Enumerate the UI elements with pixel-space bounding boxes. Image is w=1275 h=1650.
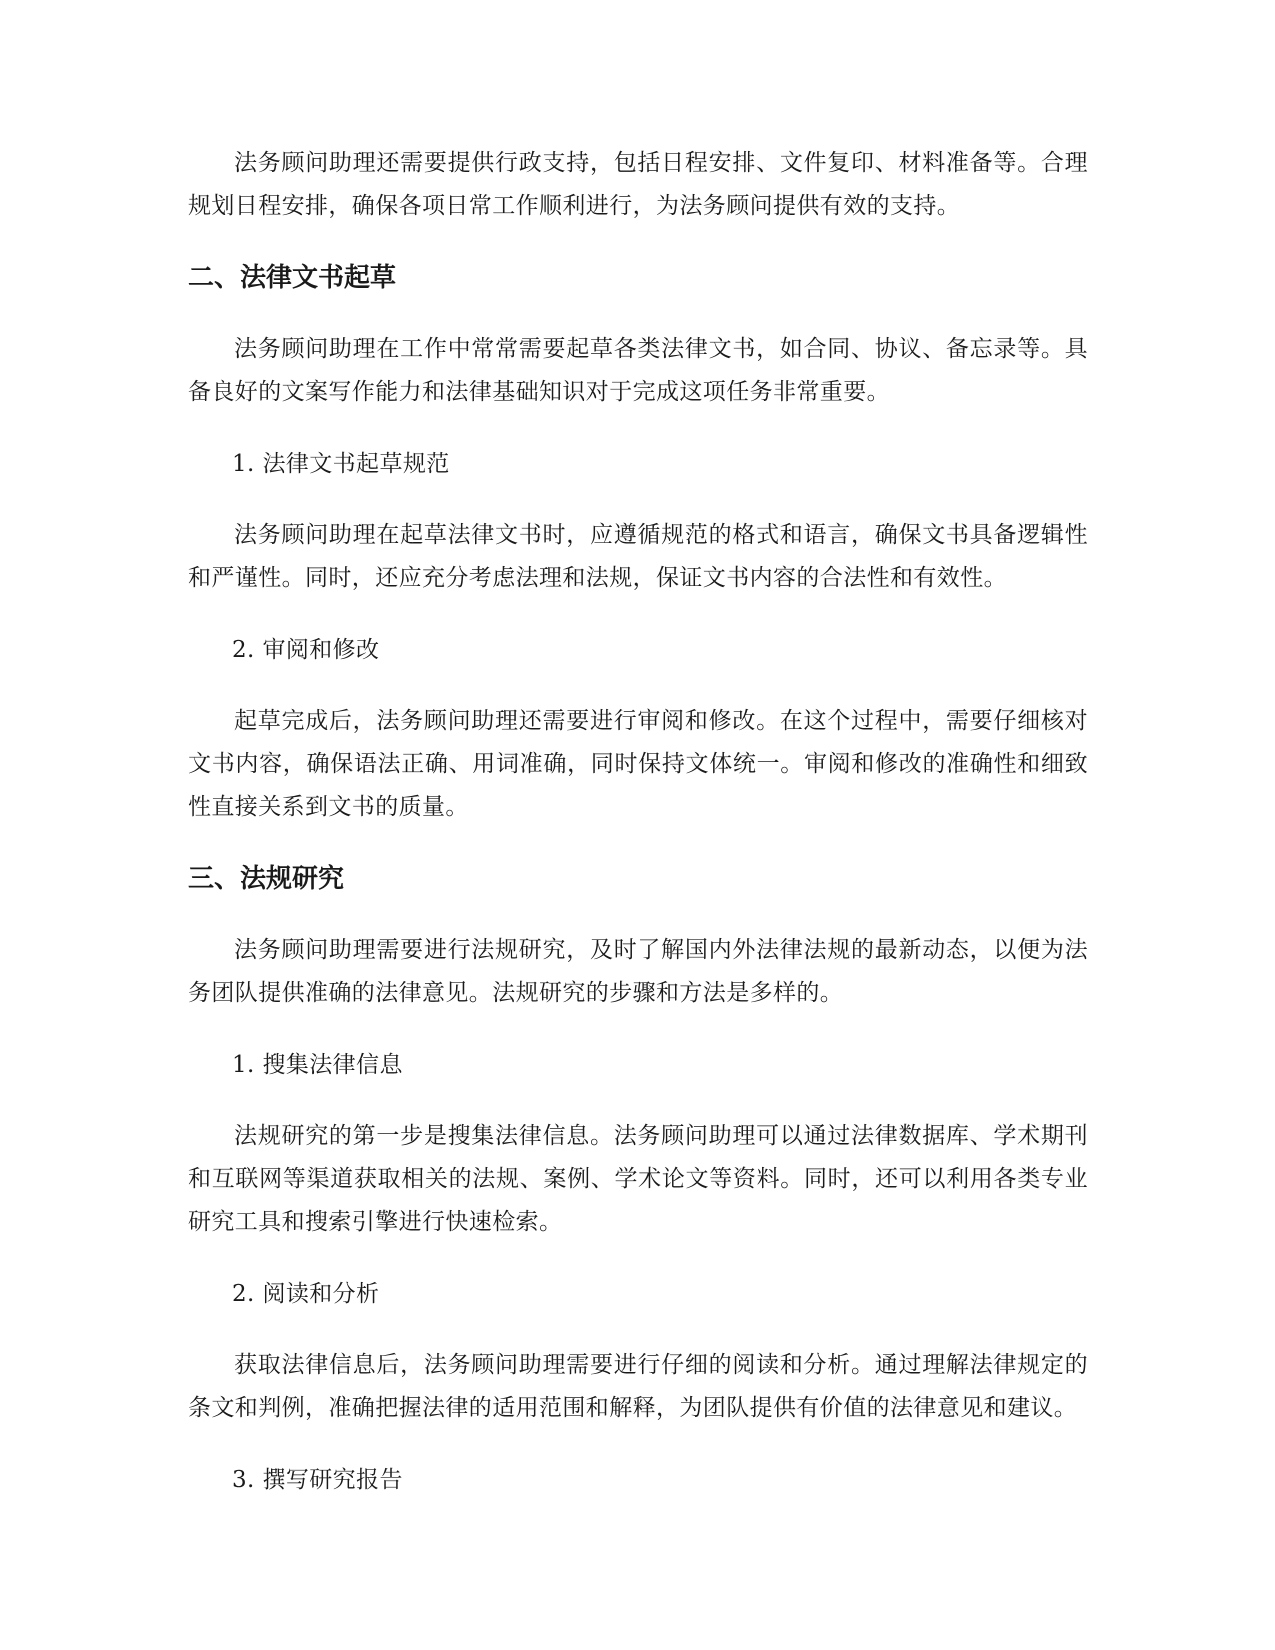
subheading-review-revise: 2. 审阅和修改: [232, 637, 380, 663]
paragraph-read-analyze: 获取法律信息后，法务顾问助理需要进行仔细的阅读和分析。通过理解法律规定的条文和判例，准确把握法律的适用范围和解释，为团队提供有价值的法律意见和建议。: [188, 1352, 1088, 1421]
subheading-write-report: 3. 撰写研究报告: [232, 1467, 403, 1493]
section-heading-drafting: 二、法律文书起草: [188, 263, 397, 293]
paragraph-admin-support: 法务顾问助理还需要提供行政支持，包括日程安排、文件复印、材料准备等。合理规划日程安排，确保各项日常工作顺利进行，为法务顾问提供有效的支持。: [188, 150, 1088, 219]
subheading-collect-info: 1. 搜集法律信息: [232, 1052, 403, 1078]
paragraph-research-intro: 法务顾问助理需要进行法规研究，及时了解国内外法律法规的最新动态，以便为法务团队提供准确的法律意见。法规研究的步骤和方法是多样的。: [188, 937, 1088, 1006]
subheading-read-analyze: 2. 阅读和分析: [232, 1281, 380, 1307]
paragraph-collect-info: 法规研究的第一步是搜集法律信息。法务顾问助理可以通过法律数据库、学术期刊和互联网等渠道获取相关的法规、案例、学术论文等资料。同时，还可以利用各类专业研究工具和搜索引擎进行快速检索。: [188, 1123, 1088, 1235]
paragraph-drafting-standards: 法务顾问助理在起草法律文书时，应遵循规范的格式和语言，确保文书具备逻辑性和严谨性。同时，还应充分考虑法理和法规，保证文书内容的合法性和有效性。: [188, 522, 1088, 591]
subheading-drafting-standards: 1. 法律文书起草规范: [232, 451, 450, 477]
section-heading-regulation-research: 三、法规研究: [188, 864, 345, 894]
document-body: [188, 142, 1088, 1530]
paragraph-review-revise: 起草完成后，法务顾问助理还需要进行审阅和修改。在这个过程中，需要仔细核对文书内容，确保语法正确、用词准确，同时保持文体统一。审阅和修改的准确性和细致性直接关系到文书的质量。: [188, 708, 1088, 820]
paragraph-drafting-intro: 法务顾问助理在工作中常常需要起草各类法律文书，如合同、协议、备忘录等。具备良好的文案写作能力和法律基础知识对于完成这项任务非常重要。: [188, 336, 1088, 405]
